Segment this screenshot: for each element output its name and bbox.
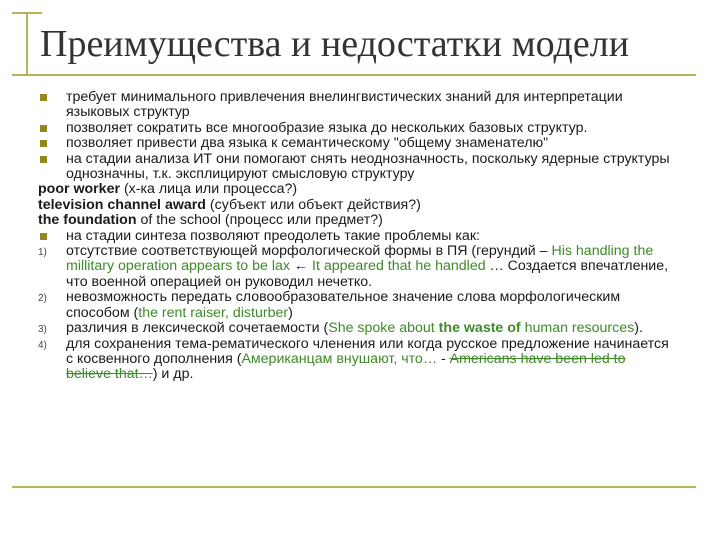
example-english: of the school — [136, 212, 221, 229]
bullet-item — [38, 229, 672, 244]
english-example: the rent raiser, disturber — [138, 304, 289, 321]
item-number: 2) — [38, 293, 47, 305]
example-english: poor worker — [38, 181, 120, 198]
example-line — [38, 182, 672, 197]
example-russian: (процесс или предмет?) — [220, 212, 383, 229]
example-line — [38, 213, 672, 228]
item-number: 3) — [38, 324, 47, 336]
english-example-bold: the waste of — [438, 320, 521, 337]
numbered-item — [38, 321, 672, 336]
bullet-text: на стадии анализа ИТ они помогают снять неоднозначность, поскольку ядерные структуры однозначны, т.к. эксплицируют смысловую структуру — [66, 150, 670, 183]
bullet-item — [38, 121, 672, 136]
item-text: … Создается впечатление, что военной операцией он руководил нечетко. — [66, 258, 669, 290]
english-example: Americans have been led to believe that… — [66, 350, 626, 383]
english-example: She spoke about — [328, 320, 439, 337]
item-text: невозможность передать словообразовательное значение слова морфологическим способом ( — [66, 289, 621, 321]
item-text: для сохранения тема-рематического членения или когда русское предложение начинается с косвенного дополнения ( — [66, 335, 669, 367]
bullet-item — [38, 136, 672, 151]
square-bullet-icon — [40, 233, 47, 240]
bullet-text: требует минимального привлечения внелингвистических знаний для интерпретации языковых структур — [66, 89, 623, 121]
square-bullet-icon — [40, 94, 47, 101]
english-example: human resources — [520, 320, 635, 337]
bottom-rule — [12, 486, 696, 488]
example-english: television channel award — [38, 196, 206, 213]
item-text: ) и др. — [152, 366, 194, 383]
bullet-item — [38, 90, 672, 121]
item-text: ) — [288, 304, 293, 321]
bullet-text: на стадии синтеза позволяют преодолеть такие проблемы как: — [66, 227, 480, 244]
item-number: 4) — [38, 339, 47, 351]
bullet-item — [38, 152, 672, 183]
russian-example: Американцам внушают, что… — [241, 350, 438, 367]
english-example: It appeared that he handled — [312, 258, 486, 275]
square-bullet-icon — [40, 140, 47, 147]
slide-body — [38, 90, 672, 383]
item-text: ). — [634, 320, 643, 337]
english-example: His handling the millitary operation appears to be lax — [66, 243, 654, 275]
example-russian: (субъект или объект действия?) — [205, 196, 421, 213]
title-underline — [12, 74, 696, 76]
numbered-item — [38, 290, 672, 321]
slide-title: Преимущества и недостатки модели — [40, 23, 630, 65]
numbered-item — [38, 337, 672, 383]
square-bullet-icon — [40, 156, 47, 163]
item-text: различия в лексической сочетаемости ( — [66, 320, 329, 337]
arrow-glyph: ← — [289, 258, 313, 275]
dash-glyph: - — [437, 350, 450, 367]
square-bullet-icon — [40, 125, 47, 132]
bullet-text: позволяет привести два языка к семантическому "общему знаменателю" — [66, 135, 549, 152]
bullet-text: позволяет сократить все многообразие языка до нескольких базовых структур. — [66, 119, 588, 136]
example-english-bold: the foundation — [38, 212, 137, 229]
numbered-item — [38, 244, 672, 290]
example-line — [38, 198, 672, 213]
item-text: отсутствие соответствующей морфологической формы в ПЯ (герундий – — [66, 243, 552, 260]
decor-line-vertical — [26, 14, 28, 74]
item-number: 1) — [38, 247, 47, 259]
example-russian: (х-ка лица или процесса?) — [120, 181, 298, 198]
